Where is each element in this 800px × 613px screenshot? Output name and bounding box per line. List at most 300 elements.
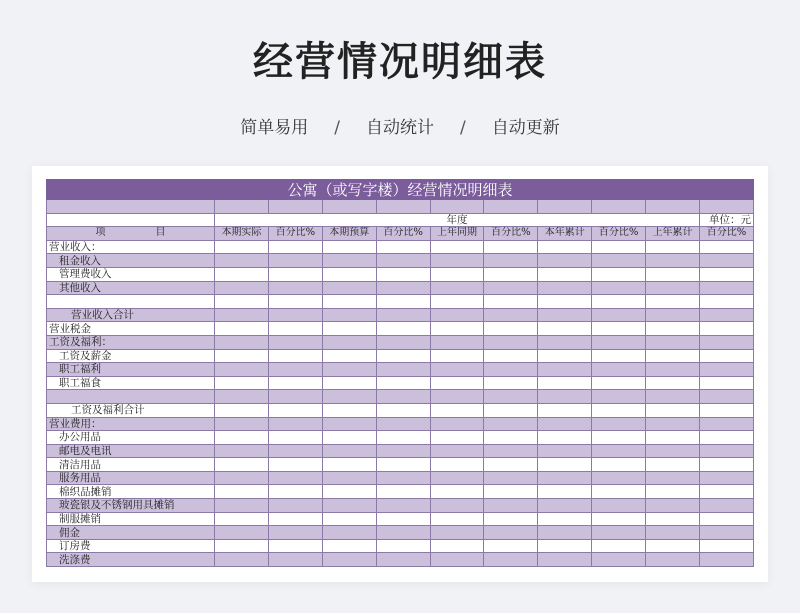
row-label bbox=[47, 390, 215, 404]
row-label: 洗涤费 bbox=[47, 553, 215, 567]
data-cell[interactable] bbox=[700, 376, 754, 390]
data-cell[interactable] bbox=[430, 322, 484, 336]
item-header bbox=[47, 227, 215, 241]
data-cell[interactable] bbox=[484, 499, 538, 513]
data-cell[interactable] bbox=[376, 403, 430, 417]
data-cell[interactable] bbox=[646, 485, 700, 499]
data-cell[interactable] bbox=[700, 471, 754, 485]
data-cell[interactable] bbox=[376, 240, 430, 254]
data-cell[interactable] bbox=[592, 512, 646, 526]
data-cell[interactable] bbox=[322, 512, 376, 526]
data-cell[interactable] bbox=[538, 349, 592, 363]
data-cell[interactable] bbox=[484, 363, 538, 377]
data-cell[interactable] bbox=[484, 322, 538, 336]
data-cell[interactable] bbox=[538, 444, 592, 458]
data-cell[interactable] bbox=[646, 363, 700, 377]
data-cell[interactable] bbox=[430, 444, 484, 458]
data-cell[interactable] bbox=[484, 417, 538, 431]
data-cell[interactable] bbox=[268, 485, 322, 499]
data-cell[interactable] bbox=[538, 376, 592, 390]
data-cell[interactable] bbox=[430, 254, 484, 268]
table-row bbox=[47, 335, 754, 349]
data-cell[interactable] bbox=[700, 526, 754, 540]
data-cell[interactable] bbox=[430, 308, 484, 322]
year-label: 年度 bbox=[215, 213, 700, 227]
data-cell[interactable] bbox=[215, 431, 269, 445]
tag-separator: / bbox=[460, 118, 466, 138]
data-cell[interactable] bbox=[430, 526, 484, 540]
data-cell[interactable] bbox=[592, 322, 646, 336]
data-cell[interactable] bbox=[322, 363, 376, 377]
row-label: 佣金 bbox=[47, 526, 215, 540]
data-cell[interactable] bbox=[268, 267, 322, 281]
data-cell[interactable] bbox=[700, 254, 754, 268]
data-cell[interactable] bbox=[646, 240, 700, 254]
data-cell[interactable] bbox=[592, 363, 646, 377]
data-cell[interactable] bbox=[376, 390, 430, 404]
data-cell[interactable] bbox=[538, 431, 592, 445]
data-cell[interactable] bbox=[322, 417, 376, 431]
data-cell[interactable] bbox=[268, 512, 322, 526]
row-label: 租金收入 bbox=[47, 254, 215, 268]
data-cell[interactable] bbox=[268, 458, 322, 472]
data-cell[interactable] bbox=[268, 308, 322, 322]
data-cell[interactable] bbox=[700, 308, 754, 322]
data-cell[interactable] bbox=[646, 376, 700, 390]
cell[interactable] bbox=[215, 200, 269, 214]
data-cell[interactable] bbox=[376, 458, 430, 472]
data-cell[interactable] bbox=[322, 322, 376, 336]
data-cell[interactable] bbox=[592, 485, 646, 499]
data-cell[interactable] bbox=[215, 308, 269, 322]
data-cell[interactable] bbox=[700, 444, 754, 458]
table-row bbox=[47, 363, 754, 377]
data-cell[interactable] bbox=[215, 539, 269, 553]
data-cell[interactable] bbox=[592, 553, 646, 567]
row-label: 工资及福利： bbox=[47, 335, 215, 349]
table-row bbox=[47, 403, 754, 417]
data-cell[interactable] bbox=[430, 335, 484, 349]
data-cell[interactable] bbox=[592, 499, 646, 513]
table-row bbox=[47, 553, 754, 567]
data-cell[interactable] bbox=[484, 431, 538, 445]
data-cell[interactable] bbox=[215, 499, 269, 513]
data-cell[interactable] bbox=[646, 267, 700, 281]
data-cell[interactable] bbox=[268, 553, 322, 567]
data-cell[interactable] bbox=[215, 376, 269, 390]
row-label: 工资及薪金 bbox=[47, 349, 215, 363]
data-cell[interactable] bbox=[484, 267, 538, 281]
data-cell[interactable] bbox=[592, 431, 646, 445]
data-cell[interactable] bbox=[592, 471, 646, 485]
data-cell[interactable] bbox=[646, 335, 700, 349]
data-cell[interactable] bbox=[484, 512, 538, 526]
column-header: 百分比% bbox=[376, 227, 430, 241]
data-cell[interactable] bbox=[538, 458, 592, 472]
data-cell[interactable] bbox=[268, 295, 322, 309]
data-cell[interactable] bbox=[646, 403, 700, 417]
table-row bbox=[47, 485, 754, 499]
data-cell[interactable] bbox=[592, 267, 646, 281]
data-cell[interactable] bbox=[646, 499, 700, 513]
data-cell[interactable] bbox=[484, 335, 538, 349]
data-cell[interactable] bbox=[700, 499, 754, 513]
data-cell[interactable] bbox=[592, 281, 646, 295]
data-cell[interactable] bbox=[646, 417, 700, 431]
data-cell[interactable] bbox=[215, 485, 269, 499]
data-cell[interactable] bbox=[592, 526, 646, 540]
data-cell[interactable] bbox=[430, 471, 484, 485]
data-cell[interactable] bbox=[268, 499, 322, 513]
data-cell[interactable] bbox=[700, 349, 754, 363]
data-cell[interactable] bbox=[268, 363, 322, 377]
cell[interactable] bbox=[592, 200, 646, 214]
data-cell[interactable] bbox=[268, 403, 322, 417]
data-cell[interactable] bbox=[646, 390, 700, 404]
data-cell[interactable] bbox=[646, 281, 700, 295]
cell[interactable] bbox=[376, 200, 430, 214]
data-cell[interactable] bbox=[700, 553, 754, 567]
table-row bbox=[47, 539, 754, 553]
data-cell[interactable] bbox=[646, 295, 700, 309]
spreadsheet bbox=[46, 179, 754, 569]
row-label bbox=[47, 295, 215, 309]
data-cell[interactable] bbox=[322, 539, 376, 553]
data-cell[interactable] bbox=[268, 390, 322, 404]
data-cell[interactable] bbox=[484, 295, 538, 309]
data-cell[interactable] bbox=[592, 390, 646, 404]
preview-card bbox=[32, 166, 768, 582]
data-cell[interactable] bbox=[268, 240, 322, 254]
column-header: 百分比% bbox=[592, 227, 646, 241]
data-cell[interactable] bbox=[268, 281, 322, 295]
data-cell[interactable] bbox=[538, 240, 592, 254]
data-cell[interactable] bbox=[538, 485, 592, 499]
data-cell[interactable] bbox=[322, 308, 376, 322]
data-cell[interactable] bbox=[215, 335, 269, 349]
data-cell[interactable] bbox=[592, 444, 646, 458]
table-row bbox=[47, 499, 754, 513]
data-cell[interactable] bbox=[376, 335, 430, 349]
data-cell[interactable] bbox=[215, 390, 269, 404]
data-cell[interactable] bbox=[322, 485, 376, 499]
data-cell[interactable] bbox=[430, 403, 484, 417]
data-cell[interactable] bbox=[484, 444, 538, 458]
data-cell[interactable] bbox=[376, 322, 430, 336]
data-cell[interactable] bbox=[430, 485, 484, 499]
data-cell[interactable] bbox=[215, 363, 269, 377]
data-cell[interactable] bbox=[700, 539, 754, 553]
table-row bbox=[47, 349, 754, 363]
data-cell[interactable] bbox=[430, 376, 484, 390]
sheet-title-row bbox=[47, 180, 754, 200]
data-cell[interactable] bbox=[538, 553, 592, 567]
data-cell[interactable] bbox=[376, 349, 430, 363]
data-cell[interactable] bbox=[484, 254, 538, 268]
data-cell[interactable] bbox=[430, 390, 484, 404]
data-cell[interactable] bbox=[268, 376, 322, 390]
sheet-title: 公寓（或写字楼）经营情况明细表 bbox=[47, 180, 754, 200]
data-cell[interactable] bbox=[646, 431, 700, 445]
data-cell[interactable] bbox=[215, 403, 269, 417]
column-header: 本期实际 bbox=[215, 227, 269, 241]
data-cell[interactable] bbox=[268, 322, 322, 336]
data-cell[interactable] bbox=[376, 281, 430, 295]
data-cell[interactable] bbox=[322, 281, 376, 295]
data-cell[interactable] bbox=[700, 267, 754, 281]
data-cell[interactable] bbox=[376, 512, 430, 526]
data-cell[interactable] bbox=[215, 417, 269, 431]
data-cell[interactable] bbox=[322, 267, 376, 281]
blank-row bbox=[47, 200, 754, 214]
data-cell[interactable] bbox=[700, 431, 754, 445]
cell[interactable] bbox=[268, 200, 322, 214]
data-cell[interactable] bbox=[538, 254, 592, 268]
data-cell[interactable] bbox=[646, 512, 700, 526]
data-cell[interactable] bbox=[538, 335, 592, 349]
data-cell[interactable] bbox=[646, 553, 700, 567]
data-cell[interactable] bbox=[430, 553, 484, 567]
data-cell[interactable] bbox=[268, 254, 322, 268]
row-label: 职工福食 bbox=[47, 376, 215, 390]
data-cell[interactable] bbox=[322, 403, 376, 417]
data-cell[interactable] bbox=[700, 417, 754, 431]
data-cell[interactable] bbox=[430, 349, 484, 363]
cell[interactable] bbox=[430, 200, 484, 214]
data-cell[interactable] bbox=[430, 281, 484, 295]
data-cell[interactable] bbox=[430, 458, 484, 472]
data-cell[interactable] bbox=[592, 539, 646, 553]
data-cell[interactable] bbox=[538, 512, 592, 526]
data-cell[interactable] bbox=[538, 267, 592, 281]
data-cell[interactable] bbox=[484, 526, 538, 540]
data-cell[interactable] bbox=[538, 390, 592, 404]
table-row bbox=[47, 254, 754, 268]
data-cell[interactable] bbox=[700, 485, 754, 499]
data-cell[interactable] bbox=[646, 526, 700, 540]
data-cell[interactable] bbox=[215, 240, 269, 254]
data-cell[interactable] bbox=[322, 553, 376, 567]
data-cell[interactable] bbox=[592, 458, 646, 472]
data-cell[interactable] bbox=[430, 431, 484, 445]
data-cell[interactable] bbox=[592, 295, 646, 309]
data-cell[interactable] bbox=[376, 308, 430, 322]
data-cell[interactable] bbox=[322, 240, 376, 254]
data-cell[interactable] bbox=[592, 376, 646, 390]
data-cell[interactable] bbox=[322, 444, 376, 458]
data-cell[interactable] bbox=[700, 240, 754, 254]
data-cell[interactable] bbox=[268, 526, 322, 540]
data-cell[interactable] bbox=[215, 254, 269, 268]
data-cell[interactable] bbox=[215, 322, 269, 336]
data-cell[interactable] bbox=[592, 335, 646, 349]
data-cell[interactable] bbox=[484, 281, 538, 295]
data-cell[interactable] bbox=[592, 403, 646, 417]
data-cell[interactable] bbox=[322, 471, 376, 485]
data-cell[interactable] bbox=[430, 363, 484, 377]
data-cell[interactable] bbox=[376, 295, 430, 309]
data-cell[interactable] bbox=[376, 254, 430, 268]
cell[interactable] bbox=[700, 200, 754, 214]
data-cell[interactable] bbox=[215, 553, 269, 567]
data-cell[interactable] bbox=[430, 499, 484, 513]
data-cell[interactable] bbox=[322, 499, 376, 513]
data-cell[interactable] bbox=[700, 390, 754, 404]
tag-easy: 简单易用 bbox=[240, 118, 309, 138]
data-cell[interactable] bbox=[322, 335, 376, 349]
data-cell[interactable] bbox=[700, 363, 754, 377]
data-cell[interactable] bbox=[592, 417, 646, 431]
data-cell[interactable] bbox=[646, 322, 700, 336]
data-cell[interactable] bbox=[646, 471, 700, 485]
data-cell[interactable] bbox=[376, 539, 430, 553]
data-cell[interactable] bbox=[484, 390, 538, 404]
item-header-left: 项 bbox=[95, 227, 106, 239]
data-cell[interactable] bbox=[268, 335, 322, 349]
data-cell[interactable] bbox=[700, 322, 754, 336]
data-cell[interactable] bbox=[322, 254, 376, 268]
data-cell[interactable] bbox=[538, 363, 592, 377]
row-label: 制服摊销 bbox=[47, 512, 215, 526]
data-cell[interactable] bbox=[322, 295, 376, 309]
table-row bbox=[47, 526, 754, 540]
data-cell[interactable] bbox=[538, 471, 592, 485]
data-cell[interactable] bbox=[538, 308, 592, 322]
cell[interactable] bbox=[484, 200, 538, 214]
data-cell[interactable] bbox=[484, 553, 538, 567]
data-cell[interactable] bbox=[376, 363, 430, 377]
data-cell[interactable] bbox=[646, 308, 700, 322]
data-cell[interactable] bbox=[215, 526, 269, 540]
data-cell[interactable] bbox=[538, 526, 592, 540]
data-cell[interactable] bbox=[268, 471, 322, 485]
tag-separator: / bbox=[334, 118, 340, 138]
data-cell[interactable] bbox=[376, 431, 430, 445]
data-cell[interactable] bbox=[484, 376, 538, 390]
data-cell[interactable] bbox=[430, 512, 484, 526]
unit-label: 单位：元 bbox=[700, 213, 754, 227]
data-cell[interactable] bbox=[646, 444, 700, 458]
table-row bbox=[47, 295, 754, 309]
data-cell[interactable] bbox=[700, 458, 754, 472]
table-row bbox=[47, 444, 754, 458]
table-row bbox=[47, 390, 754, 404]
data-cell[interactable] bbox=[322, 458, 376, 472]
data-cell[interactable] bbox=[215, 281, 269, 295]
data-cell[interactable] bbox=[268, 444, 322, 458]
data-cell[interactable] bbox=[700, 281, 754, 295]
data-cell[interactable] bbox=[215, 444, 269, 458]
data-cell[interactable] bbox=[700, 335, 754, 349]
data-cell[interactable] bbox=[592, 254, 646, 268]
data-cell[interactable] bbox=[376, 526, 430, 540]
data-cell[interactable] bbox=[322, 431, 376, 445]
data-cell[interactable] bbox=[376, 485, 430, 499]
data-cell[interactable] bbox=[376, 553, 430, 567]
data-cell[interactable] bbox=[484, 403, 538, 417]
data-cell[interactable] bbox=[538, 322, 592, 336]
data-cell[interactable] bbox=[646, 539, 700, 553]
data-cell[interactable] bbox=[215, 295, 269, 309]
data-cell[interactable] bbox=[268, 431, 322, 445]
data-cell[interactable] bbox=[700, 512, 754, 526]
data-cell[interactable] bbox=[646, 349, 700, 363]
data-cell[interactable] bbox=[215, 512, 269, 526]
table-row bbox=[47, 281, 754, 295]
data-cell[interactable] bbox=[376, 499, 430, 513]
table-row bbox=[47, 458, 754, 472]
data-cell[interactable] bbox=[538, 295, 592, 309]
row-label: 服务用品 bbox=[47, 471, 215, 485]
data-cell[interactable] bbox=[215, 471, 269, 485]
data-cell[interactable] bbox=[538, 499, 592, 513]
table-row bbox=[47, 308, 754, 322]
data-cell[interactable] bbox=[322, 390, 376, 404]
data-cell[interactable] bbox=[484, 240, 538, 254]
data-cell[interactable] bbox=[430, 295, 484, 309]
data-cell[interactable] bbox=[484, 349, 538, 363]
data-cell[interactable] bbox=[430, 539, 484, 553]
data-cell[interactable] bbox=[484, 471, 538, 485]
data-cell[interactable] bbox=[484, 458, 538, 472]
cell[interactable] bbox=[47, 213, 215, 227]
data-cell[interactable] bbox=[268, 539, 322, 553]
table-row bbox=[47, 376, 754, 390]
data-cell[interactable] bbox=[215, 349, 269, 363]
data-cell[interactable] bbox=[538, 539, 592, 553]
data-cell[interactable] bbox=[430, 240, 484, 254]
data-cell[interactable] bbox=[538, 281, 592, 295]
data-cell[interactable] bbox=[592, 308, 646, 322]
data-cell[interactable] bbox=[268, 417, 322, 431]
data-cell[interactable] bbox=[538, 403, 592, 417]
column-header: 上年同期 bbox=[430, 227, 484, 241]
data-cell[interactable] bbox=[322, 376, 376, 390]
data-cell[interactable] bbox=[700, 295, 754, 309]
data-cell[interactable] bbox=[430, 417, 484, 431]
cell[interactable] bbox=[322, 200, 376, 214]
row-label: 管理费收入 bbox=[47, 267, 215, 281]
data-cell[interactable] bbox=[376, 267, 430, 281]
data-cell[interactable] bbox=[430, 267, 484, 281]
data-cell[interactable] bbox=[646, 254, 700, 268]
data-cell[interactable] bbox=[484, 539, 538, 553]
cell[interactable] bbox=[47, 200, 215, 214]
item-header-right: 目 bbox=[155, 227, 166, 239]
data-cell[interactable] bbox=[215, 458, 269, 472]
data-cell[interactable] bbox=[646, 458, 700, 472]
data-cell[interactable] bbox=[268, 349, 322, 363]
data-cell[interactable] bbox=[484, 485, 538, 499]
data-cell[interactable] bbox=[376, 417, 430, 431]
data-cell[interactable] bbox=[700, 403, 754, 417]
table-row bbox=[47, 471, 754, 485]
cell[interactable] bbox=[538, 200, 592, 214]
data-cell[interactable] bbox=[215, 267, 269, 281]
data-cell[interactable] bbox=[592, 349, 646, 363]
data-cell[interactable] bbox=[538, 417, 592, 431]
cell[interactable] bbox=[646, 200, 700, 214]
data-cell[interactable] bbox=[376, 376, 430, 390]
data-cell[interactable] bbox=[484, 308, 538, 322]
row-label: 其他收入 bbox=[47, 281, 215, 295]
data-cell[interactable] bbox=[592, 240, 646, 254]
data-cell[interactable] bbox=[376, 471, 430, 485]
data-cell[interactable] bbox=[322, 349, 376, 363]
column-header: 本期预算 bbox=[322, 227, 376, 241]
data-cell[interactable] bbox=[322, 526, 376, 540]
data-cell[interactable] bbox=[376, 444, 430, 458]
